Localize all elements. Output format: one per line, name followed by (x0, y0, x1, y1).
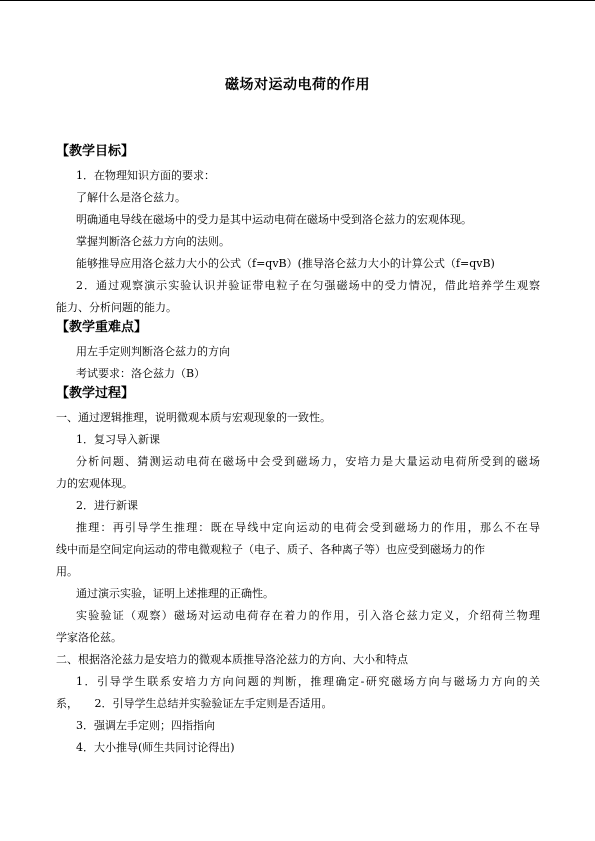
paragraph-line: 用左手定则判断洛仑兹力的方向 (76, 345, 230, 358)
paragraph-line: 分析问题、猜测运动电荷在磁场中会受到磁场力，安培力是大量运动电荷所受到的磁场 (76, 455, 540, 468)
paragraph-line: 4．大小推导(师生共同讨论得出) (76, 741, 235, 754)
paragraph-line: 通过演示实验，证明上述推理的正确性。 (76, 587, 274, 600)
page-title: 磁场对运动电荷的作用 (225, 77, 370, 93)
paragraph-line: 实验验证（观察）磁场对运动电荷存在着力的作用，引入洛仑兹力定义，介绍荷兰物理 (76, 609, 540, 622)
paragraph-line: 了解什么是洛仑兹力。 (76, 191, 186, 204)
paragraph-line: 掌握判断洛仑兹力方向的法则。 (76, 235, 230, 248)
paragraph-line: 推理：再引导学生推理：既在导线中定向运动的电荷会受到磁场力的作用，那么不在导 (76, 521, 540, 534)
paragraph-line: 用。 (56, 565, 78, 578)
paragraph-line: 明确通电导线在磁场中的受力是其中运动电荷在磁场中受到洛仑兹力的宏观体现。 (76, 213, 472, 226)
paragraph-line: 二、根据洛沦兹力是安培力的微观本质推导洛沦兹力的方向、大小和特点 (56, 653, 408, 666)
section-heading-goals: 【教学目标】 (56, 144, 135, 159)
paragraph-line: 考试要求：洛仑兹力（B） (76, 367, 206, 380)
paragraph-line: 能力、分析问题的能力。 (56, 301, 177, 314)
paragraph-line: 能够推导应用洛仑兹力大小的公式（f=qvB）(推导洛仑兹力大小的计算公式（f=qvB) (76, 257, 495, 270)
top-rule (0, 0, 595, 1)
paragraph-line: 系， 2．引导学生总结并实验验证左手定则是否适用。 (56, 697, 333, 710)
paragraph-line: 1．复习导入新课 (76, 433, 160, 446)
paragraph-line: 2．通过观察演示实验认识并验证带电粒子在匀强磁场中的受力情况，借此培养学生观察 (76, 279, 540, 292)
paragraph-line: 一、通过逻辑推理，说明微观本质与宏观现象的一致性。 (56, 411, 331, 424)
paragraph-line: 1．引导学生联系安培力方向问题的判断，推理确定-研究磁场方向与磁场力方向的关 (76, 675, 540, 688)
section-heading-keypoints: 【教学重难点】 (56, 320, 148, 335)
paragraph-line: 学家洛伦兹。 (56, 631, 122, 644)
paragraph-line: 1．在物理知识方面的要求： (76, 169, 215, 182)
paragraph-line: 3．强调左手定则；四指指向 (76, 719, 215, 732)
paragraph-line: 2．进行新课 (76, 499, 138, 512)
paragraph-line: 力的宏观体现。 (56, 477, 133, 490)
section-heading-process: 【教学过程】 (56, 386, 135, 401)
paragraph-line: 线中而是空间定向运动的带电微观粒子（电子、质子、各种离子等）也应受到磁场力的作 (56, 543, 485, 556)
